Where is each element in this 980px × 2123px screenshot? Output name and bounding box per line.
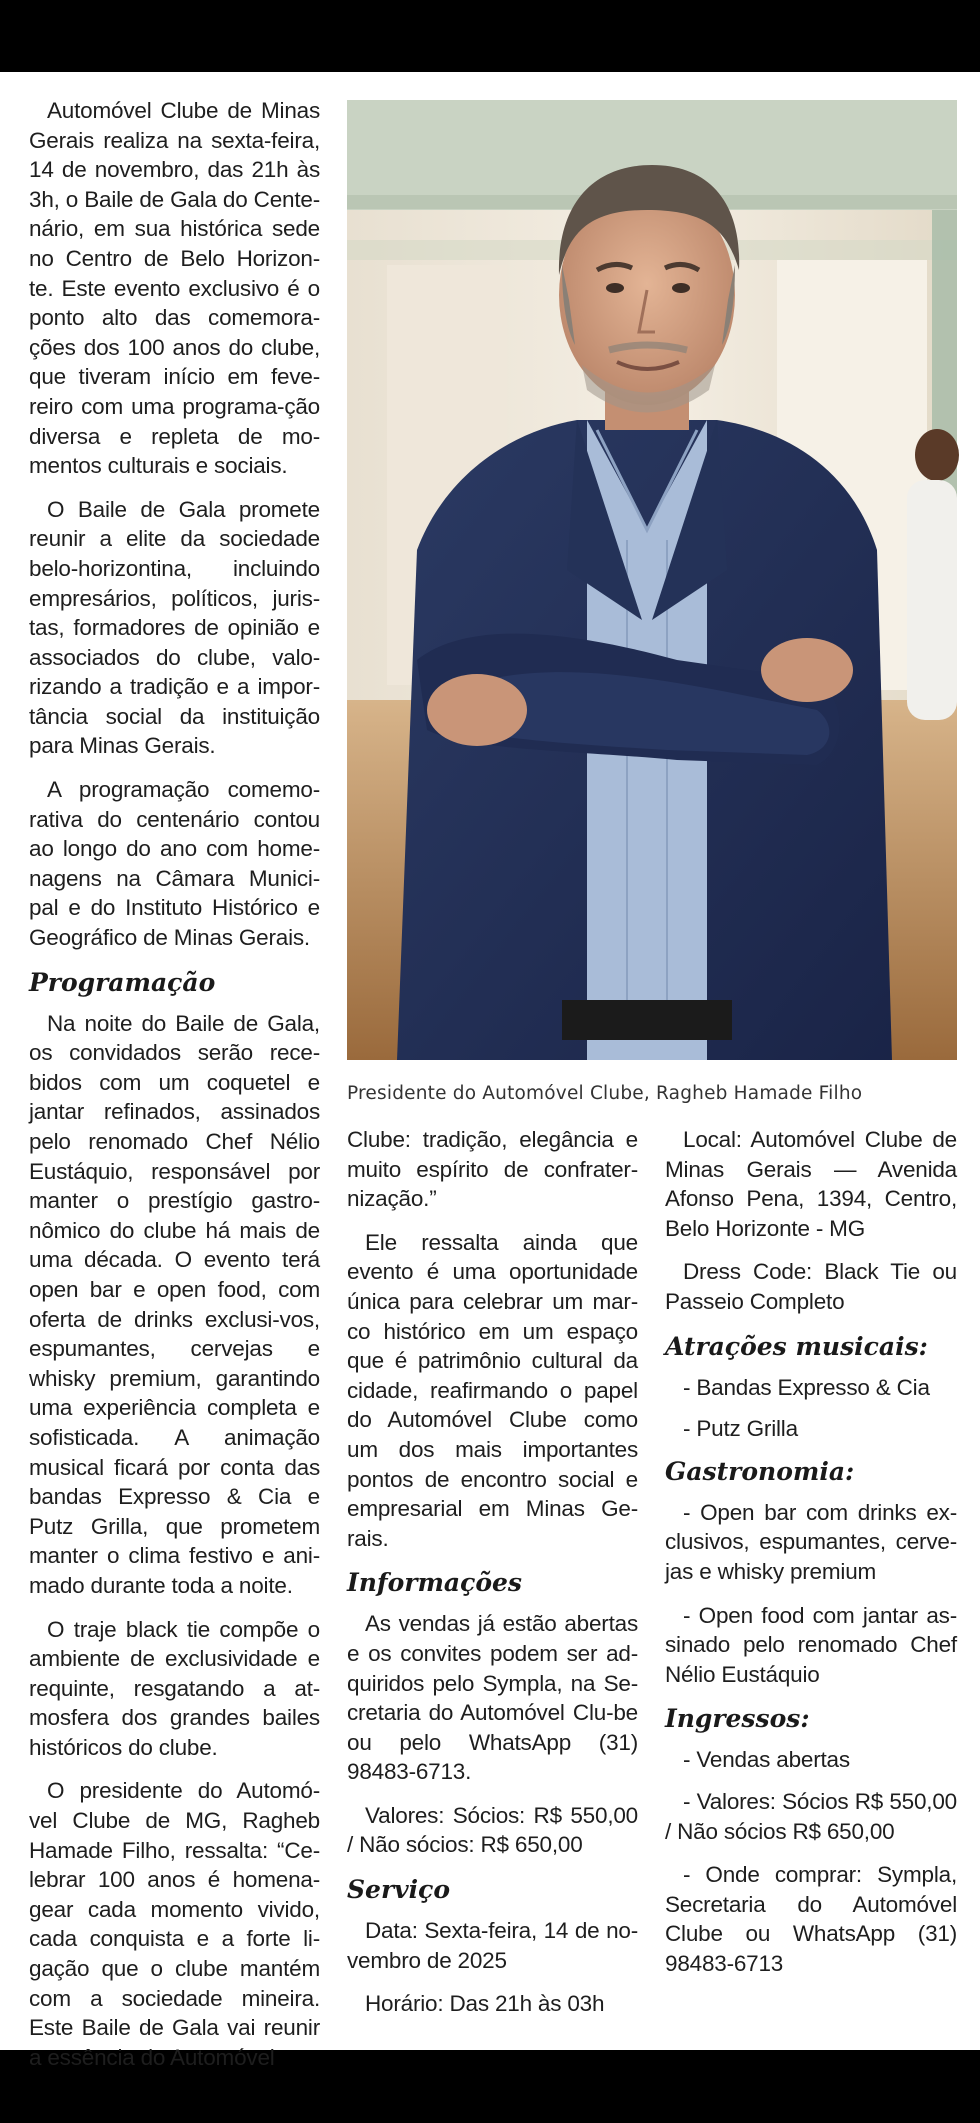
- president-photo: [347, 100, 957, 1060]
- body-paragraph: Ele ressalta ainda que evento é uma oportunidade única para celebrar um mar-co histórico em um espaço que é patrimônio cultural da cidade, reafirmando o papel do Automóvel Clube como um dos mais importantes pontos de encontro social e empresarial em Minas Ge-rais.: [347, 1229, 638, 1551]
- body-paragraph: O traje black tie compõe o ambiente de exclusividade e requinte, resgatando a at-mosfera dos grandes bailes históricos do clube.: [29, 1616, 320, 1760]
- list-item: - Valores: Sócios R$ 550,00 / Não sócios R$ 650,00: [665, 1788, 957, 1844]
- body-paragraph: O presidente do Automó-vel Clube de MG, Ragheb Hamade Filho, ressalta: “Ce-lebrar 100 anos é homena-gear cada momento vivido, cada conquista e a forte li-gação que o clube mantém com a sociedade mineira. Este Baile de Gala vai reunir a essência do Automóvel: [29, 1778, 320, 2070]
- section-heading-programacao: Programação: [29, 967, 216, 997]
- service-dress-code: Dress Code: Black Tie ou Passeio Completo: [665, 1259, 957, 1314]
- section-heading-ingressos: Ingressos:: [665, 1704, 810, 1734]
- list-item: - Open food com jantar as-sinado pelo renomado Chef Nélio Eustáquio: [665, 1602, 957, 1687]
- section-heading-informacoes: Informações: [347, 1568, 522, 1598]
- service-location: Local: Automóvel Clube de Minas Gerais — Avenida Afonso Pena, 1394, Centro, Belo Horizonte - MG: [665, 1127, 957, 1241]
- section-heading-servico: Serviço: [347, 1875, 451, 1905]
- service-time: Horário: Das 21h às 03h: [365, 1991, 605, 2017]
- section-heading-gastronomia: Gastronomia:: [665, 1456, 855, 1486]
- body-paragraph: Valores: Sócios: R$ 550,00 / Não sócios: R$ 650,00: [347, 1802, 638, 1858]
- intro-paragraph: Automóvel Clube de Minas Gerais realiza na sexta-feira, 14 de novembro, das 21h às 3h, o Baile de Gala do Cente-nário, em sua histórica sede no Centro de Belo Horizon-te. Este evento exclusivo é o ponto alto das comemora-ções dos 100 anos do clube, que tiveram início em feve-reiro com uma programa-ção diversa e repleta de mo-mentos culturais e sociais.: [29, 98, 320, 479]
- body-paragraph: Na noite do Baile de Gala, os convidados serão rece-bidos com um coquetel e jantar refinados, assinados pelo renomado Chef Nélio Eustáquio, responsável por manter o prestígio gastro-nômico do clube há mais de uma década. O evento terá open bar e open food, com oferta de drinks exclusi-vos, espumantes, cervejas e whisky premium, garantindo uma experiência completa e sofisticada. A animação musical ficará por conta das bandas Expresso & Cia e Putz Grilla, que prometem manter o clima festivo e ani-mado durante toda a noite.: [29, 1010, 320, 1598]
- newspaper-page: [0, 72, 980, 2070]
- body-paragraph: O Baile de Gala promete reunir a elite da sociedade belo-horizontina, incluindo empresários, políticos, juris-tas, formadores de opinião e associados do clube, valo-rizando a tradição e a impor-tância social da instituição para Minas Gerais.: [29, 496, 320, 759]
- list-item: - Putz Grilla: [683, 1416, 798, 1442]
- body-paragraph: A programação comemo-rativa do centenário contou ao longo do ano com home-nagens na Câmara Munici-pal e do Instituto Histórico e Geográfico de Minas Gerais.: [29, 777, 320, 951]
- service-date: Data: Sexta-feira, 14 de no-vembro de 2025: [347, 1918, 638, 1973]
- photo-caption: Presidente do Automóvel Clube, Ragheb Hamade Filho: [347, 1083, 863, 1104]
- article-column-1: [29, 96, 320, 2086]
- list-item: - Vendas abertas: [683, 1747, 850, 1773]
- section-heading-atracoes: Atrações musicais:: [665, 1331, 928, 1361]
- body-paragraph: Clube: tradição, elegância e muito espírito de confrater-nização.”: [347, 1127, 638, 1212]
- list-item: - Bandas Expresso & Cia: [683, 1374, 930, 1400]
- list-item: - Open bar com drinks ex-clusivos, espumantes, cerve-jas e whisky premium: [665, 1499, 957, 1584]
- article-column-3: [665, 1125, 957, 1992]
- body-paragraph: As vendas já estão abertas e os convites podem ser ad-quiridos pelo Sympla, na Se-cretaria do Automóvel Clu-be ou pelo WhatsApp (31) 98483-6713.: [347, 1611, 638, 1785]
- article-column-2: [347, 1125, 638, 2033]
- list-item: - Onde comprar: Sympla, Secretaria do Automóvel Clube ou WhatsApp (31) 98483-6713: [665, 1862, 957, 1976]
